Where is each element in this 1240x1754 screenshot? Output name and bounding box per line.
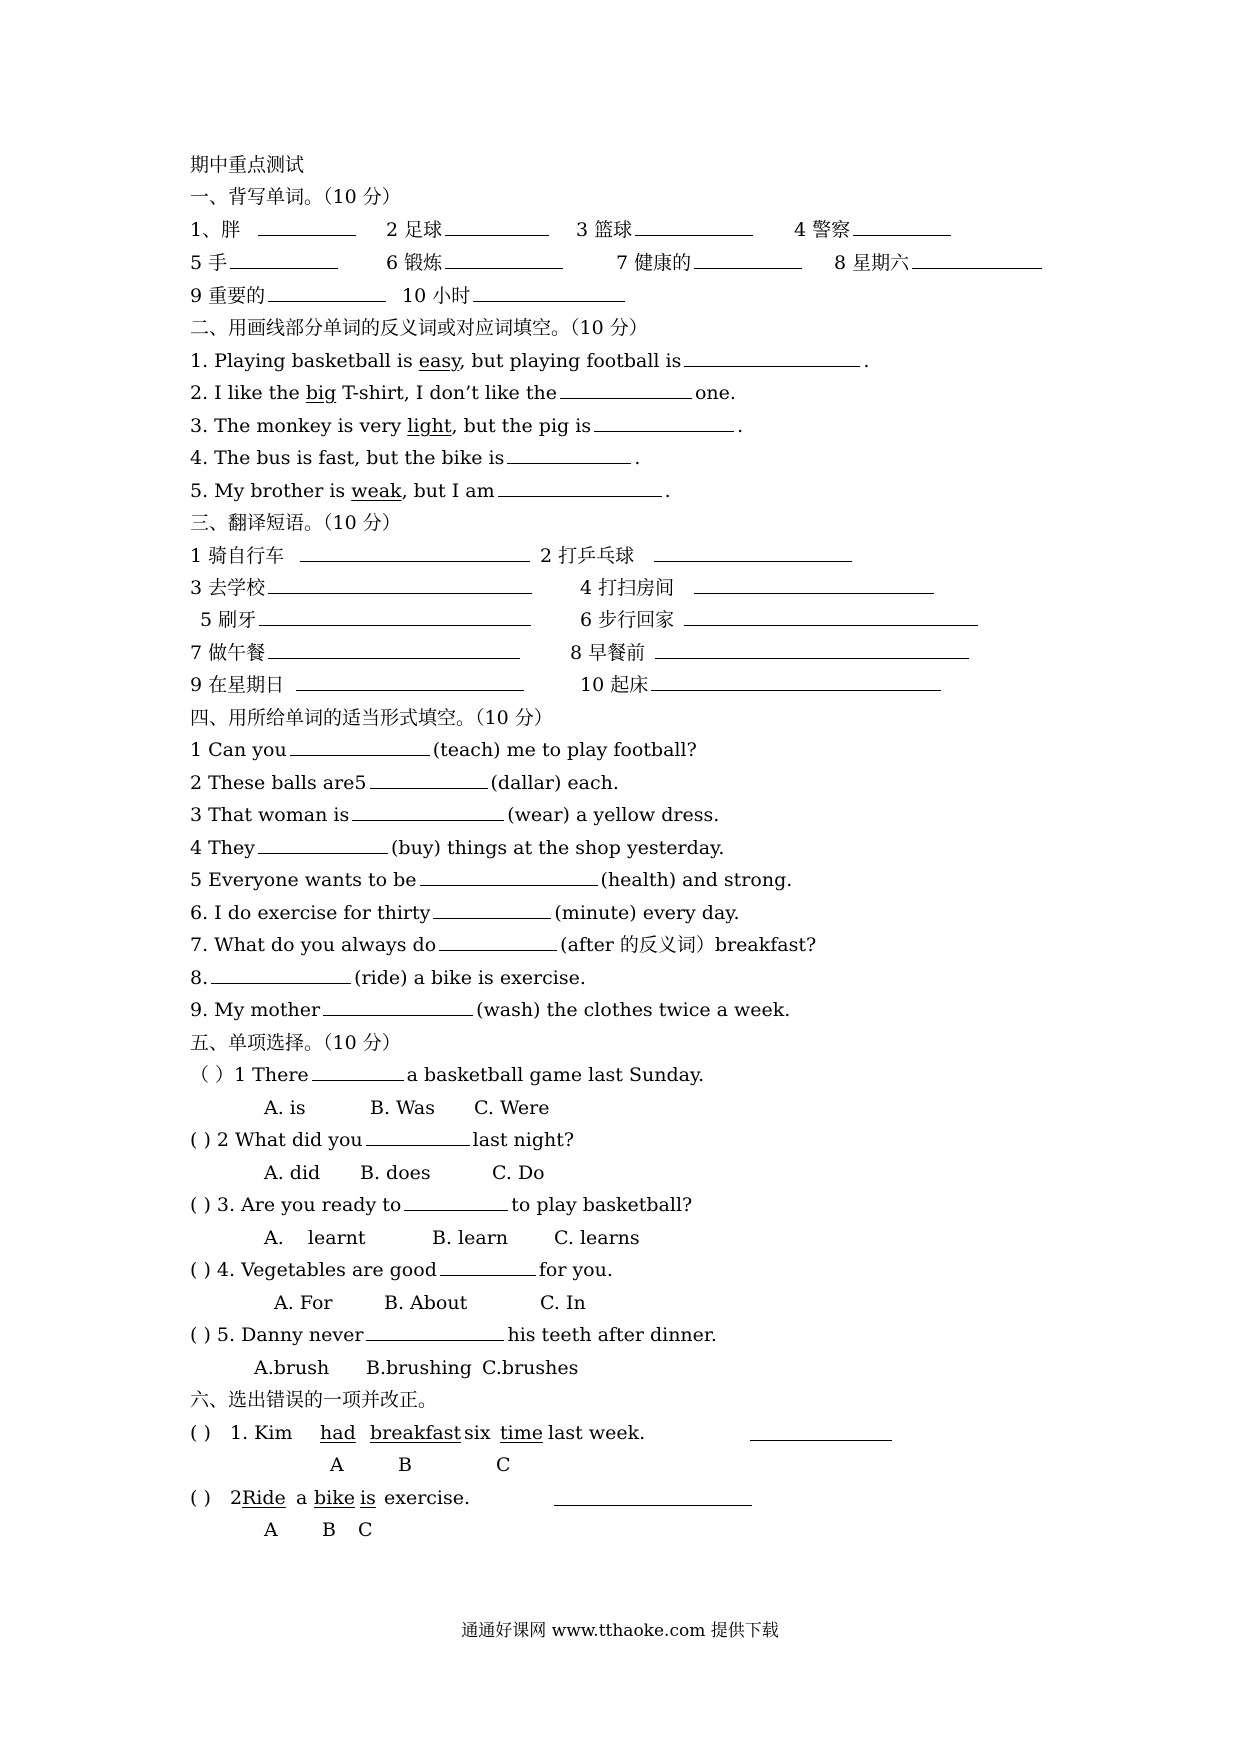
- vocab-item: 4 警察: [794, 219, 851, 241]
- vocab-item: 9 重要的: [190, 285, 266, 307]
- underlined-word: easy: [418, 350, 460, 372]
- section-6-heading: 六、选出错误的一项并改正。: [190, 1389, 438, 1411]
- choice-question-4: ( ) 4. Vegetables are good for you.: [190, 1255, 613, 1285]
- section-3-heading: 三、翻译短语。（10 分）: [190, 512, 401, 534]
- option-b[interactable]: B. learn: [432, 1227, 509, 1249]
- answer-blank[interactable]: [694, 248, 802, 269]
- word-form-question-1: 1 Can you (teach) me to play football?: [190, 735, 697, 765]
- underlined-word: breakfast: [370, 1422, 462, 1444]
- underlined-word: had: [320, 1422, 356, 1444]
- word-form-question-6: 6. I do exercise for thirty (minute) every day.: [190, 898, 740, 928]
- word-form-question-3: 3 That woman is (wear) a yellow dress.: [190, 800, 719, 830]
- answer-blank[interactable]: [323, 995, 473, 1016]
- underlined-word: time: [500, 1422, 543, 1444]
- vocab-item: 6 锻炼: [386, 252, 443, 274]
- underlined-word: weak: [351, 480, 402, 502]
- answer-blank[interactable]: [498, 476, 662, 497]
- option-b[interactable]: B. Was: [370, 1097, 435, 1119]
- option-a[interactable]: A. learnt: [264, 1227, 366, 1249]
- worksheet-page: 期中重点测试 一、背写单词。（10 分） 1、胖 2 足球 3 篮球 4 警察 5 手 6 锻炼 7 健康的 8 星期六 9 重要的 10 小时 二、用画线部分单词的反义词或对应词填空。（10 分） 1. Playing basketball is easy, but playing football is . 2. I like the big T-shirt, I don’t like the one. 3. The monkey is very light, but the pig is . 4. The bus is fast, but the bike is . 5. My brother is weak, but I am . 三、翻译短语。（10 分） 1 骑自行车 2 打乒乓球 3 去学校 4 打扫房间 5 刷牙 6 步行回家 7 做午餐 8 早餐前 9 在星期日 10 起床 四、用所给单词的适当形式填空。（10 分） 1 Can you (teach) me to play football? 2 These balls are5 (dallar) each. 3 That woman is (wear) a yellow dress. 4 They (buy) things at the shop yesterday. 5 Everyone wants to be (health) and strong. 6. I do exercise for thirty (minute) every day. 7. What do you always do (after 的反义词）breakfast? 8. (ride) a bike is exercise. 9. My mother (wash) the clothes twice a week. 五、单项选择。（10 分） （ ）1 There a basketball game last Sunday. A. is B. Was C. Were ( ) 2 What did you last night? A. did B. does C. Do ( ) 3. Are you ready to to play basketball? A. learnt B. learn C. learns ( ) 4. Vegetables are good for you. A. For B. About C. In ( ) 5. Danny never his teeth after dinner. A.brush B.brushing C.brushes 六、选出错误的一项并改正。 ( ) 1. Kim had breakfast six time last week. A B C ( ) 2 Ride a bike is exercise. A B C 通通好课网 www.tthaoke.com 提供下载: [0, 0, 1240, 1754]
- answer-blank[interactable]: [694, 573, 934, 594]
- antonym-question-3: 3. The monkey is very light, but the pig is .: [190, 411, 743, 441]
- answer-blank[interactable]: [473, 281, 625, 302]
- answer-blank[interactable]: [684, 346, 860, 367]
- vocab-item: 2 足球: [386, 219, 443, 241]
- choice-question-2: ( ) 2 What did you last night?: [190, 1125, 574, 1155]
- answer-blank[interactable]: [655, 638, 969, 659]
- answer-blank[interactable]: [259, 605, 531, 626]
- answer-paren[interactable]: ( ): [190, 1487, 211, 1509]
- answer-blank[interactable]: [268, 573, 532, 594]
- option-b[interactable]: B. does: [360, 1162, 431, 1184]
- choice-question-3: ( ) 3. Are you ready to to play basketball?: [190, 1190, 692, 1220]
- option-a[interactable]: A. did: [264, 1162, 321, 1184]
- underlined-word: Ride: [242, 1487, 286, 1509]
- page-title: 期中重点测试: [190, 154, 305, 176]
- answer-blank[interactable]: [912, 248, 1042, 269]
- correction-blank[interactable]: [750, 1418, 892, 1441]
- section-1-heading: 一、背写单词。（10 分）: [190, 186, 401, 208]
- option-c[interactable]: C. In: [540, 1292, 586, 1314]
- answer-blank[interactable]: [258, 833, 388, 854]
- answer-blank[interactable]: [268, 638, 520, 659]
- word-form-question-5: 5 Everyone wants to be (health) and strong.: [190, 865, 792, 895]
- answer-blank[interactable]: [296, 670, 524, 691]
- underlined-word: big: [305, 382, 337, 404]
- option-c[interactable]: C. Do: [492, 1162, 545, 1184]
- word-form-question-2: 2 These balls are5 (dallar) each.: [190, 768, 619, 798]
- answer-blank[interactable]: [445, 215, 549, 236]
- option-c[interactable]: C.brushes: [482, 1357, 579, 1379]
- answer-blank[interactable]: [439, 930, 557, 951]
- answer-blank[interactable]: [507, 443, 631, 464]
- vocab-item: 8 星期六: [834, 252, 910, 274]
- answer-blank[interactable]: [560, 378, 692, 399]
- vocab-item: 7 健康的: [616, 252, 692, 274]
- answer-paren[interactable]: （ ）: [190, 1064, 235, 1086]
- choice-question-1: （ ）1 There a basketball game last Sunday.: [190, 1060, 704, 1090]
- answer-blank[interactable]: [853, 215, 951, 236]
- answer-blank: [440, 1255, 536, 1276]
- answer-blank[interactable]: [352, 800, 504, 821]
- answer-blank[interactable]: [594, 411, 734, 432]
- option-a[interactable]: A.brush: [254, 1357, 330, 1379]
- answer-blank[interactable]: [420, 865, 598, 886]
- answer-blank[interactable]: [370, 768, 488, 789]
- word-form-question-8: 8. (ride) a bike is exercise.: [190, 963, 586, 993]
- answer-blank[interactable]: [290, 735, 430, 756]
- word-form-question-7: 7. What do you always do (after 的反义词）breakfast?: [190, 930, 816, 960]
- section-5-heading: 五、单项选择。（10 分）: [190, 1032, 401, 1054]
- answer-blank: [404, 1190, 508, 1211]
- answer-blank: [366, 1320, 504, 1341]
- antonym-question-4: 4. The bus is fast, but the bike is .: [190, 443, 640, 473]
- vocab-item: 3 篮球: [576, 219, 633, 241]
- option-b[interactable]: B.brushing: [366, 1357, 472, 1379]
- answer-blank: [312, 1060, 404, 1081]
- answer-blank[interactable]: [684, 605, 978, 626]
- section-4-heading: 四、用所给单词的适当形式填空。（10 分）: [190, 707, 553, 729]
- answer-paren[interactable]: ( ): [190, 1259, 211, 1281]
- answer-blank[interactable]: [654, 541, 852, 562]
- option-b[interactable]: B. About: [384, 1292, 468, 1314]
- answer-blank[interactable]: [445, 248, 563, 269]
- antonym-question-5: 5. My brother is weak, but I am .: [190, 476, 671, 506]
- answer-blank[interactable]: [230, 248, 338, 269]
- option-c[interactable]: C. learns: [554, 1227, 640, 1249]
- vocab-item: 10 小时: [402, 285, 471, 307]
- answer-blank[interactable]: [651, 670, 941, 691]
- answer-paren[interactable]: ( ): [190, 1324, 211, 1346]
- option-c[interactable]: C. Were: [474, 1097, 550, 1119]
- antonym-question-1: 1. Playing basketball is easy, but playing football is .: [190, 346, 869, 376]
- answer-blank[interactable]: [433, 898, 551, 919]
- vocab-item: 1、胖: [190, 219, 241, 241]
- choice-question-5: ( ) 5. Danny never his teeth after dinner.: [190, 1320, 717, 1350]
- answer-blank[interactable]: [211, 963, 351, 984]
- correction-blank[interactable]: [554, 1483, 752, 1506]
- option-a[interactable]: A. For: [274, 1292, 333, 1314]
- word-form-question-9: 9. My mother (wash) the clothes twice a week.: [190, 995, 790, 1025]
- underlined-word: light: [407, 415, 452, 437]
- antonym-question-2: 2. I like the big T-shirt, I don’t like the one.: [190, 378, 736, 408]
- word-form-question-4: 4 They (buy) things at the shop yesterday.: [190, 833, 724, 863]
- answer-paren[interactable]: ( ): [190, 1422, 211, 1444]
- answer-blank[interactable]: [300, 541, 530, 562]
- vocab-item: 5 手: [190, 252, 228, 274]
- answer-blank[interactable]: [268, 281, 386, 302]
- answer-paren[interactable]: ( ): [190, 1194, 211, 1216]
- section-2-heading: 二、用画线部分单词的反义词或对应词填空。（10 分）: [190, 317, 648, 339]
- answer-blank: [366, 1125, 470, 1146]
- underlined-word: is: [360, 1487, 376, 1509]
- answer-blank[interactable]: [258, 215, 356, 236]
- footer-note: 通通好课网 www.tthaoke.com 提供下载: [461, 1621, 779, 1641]
- option-a[interactable]: A. is: [264, 1097, 306, 1119]
- underlined-word: bike: [314, 1487, 355, 1509]
- answer-paren[interactable]: ( ): [190, 1129, 211, 1151]
- answer-blank[interactable]: [635, 215, 753, 236]
